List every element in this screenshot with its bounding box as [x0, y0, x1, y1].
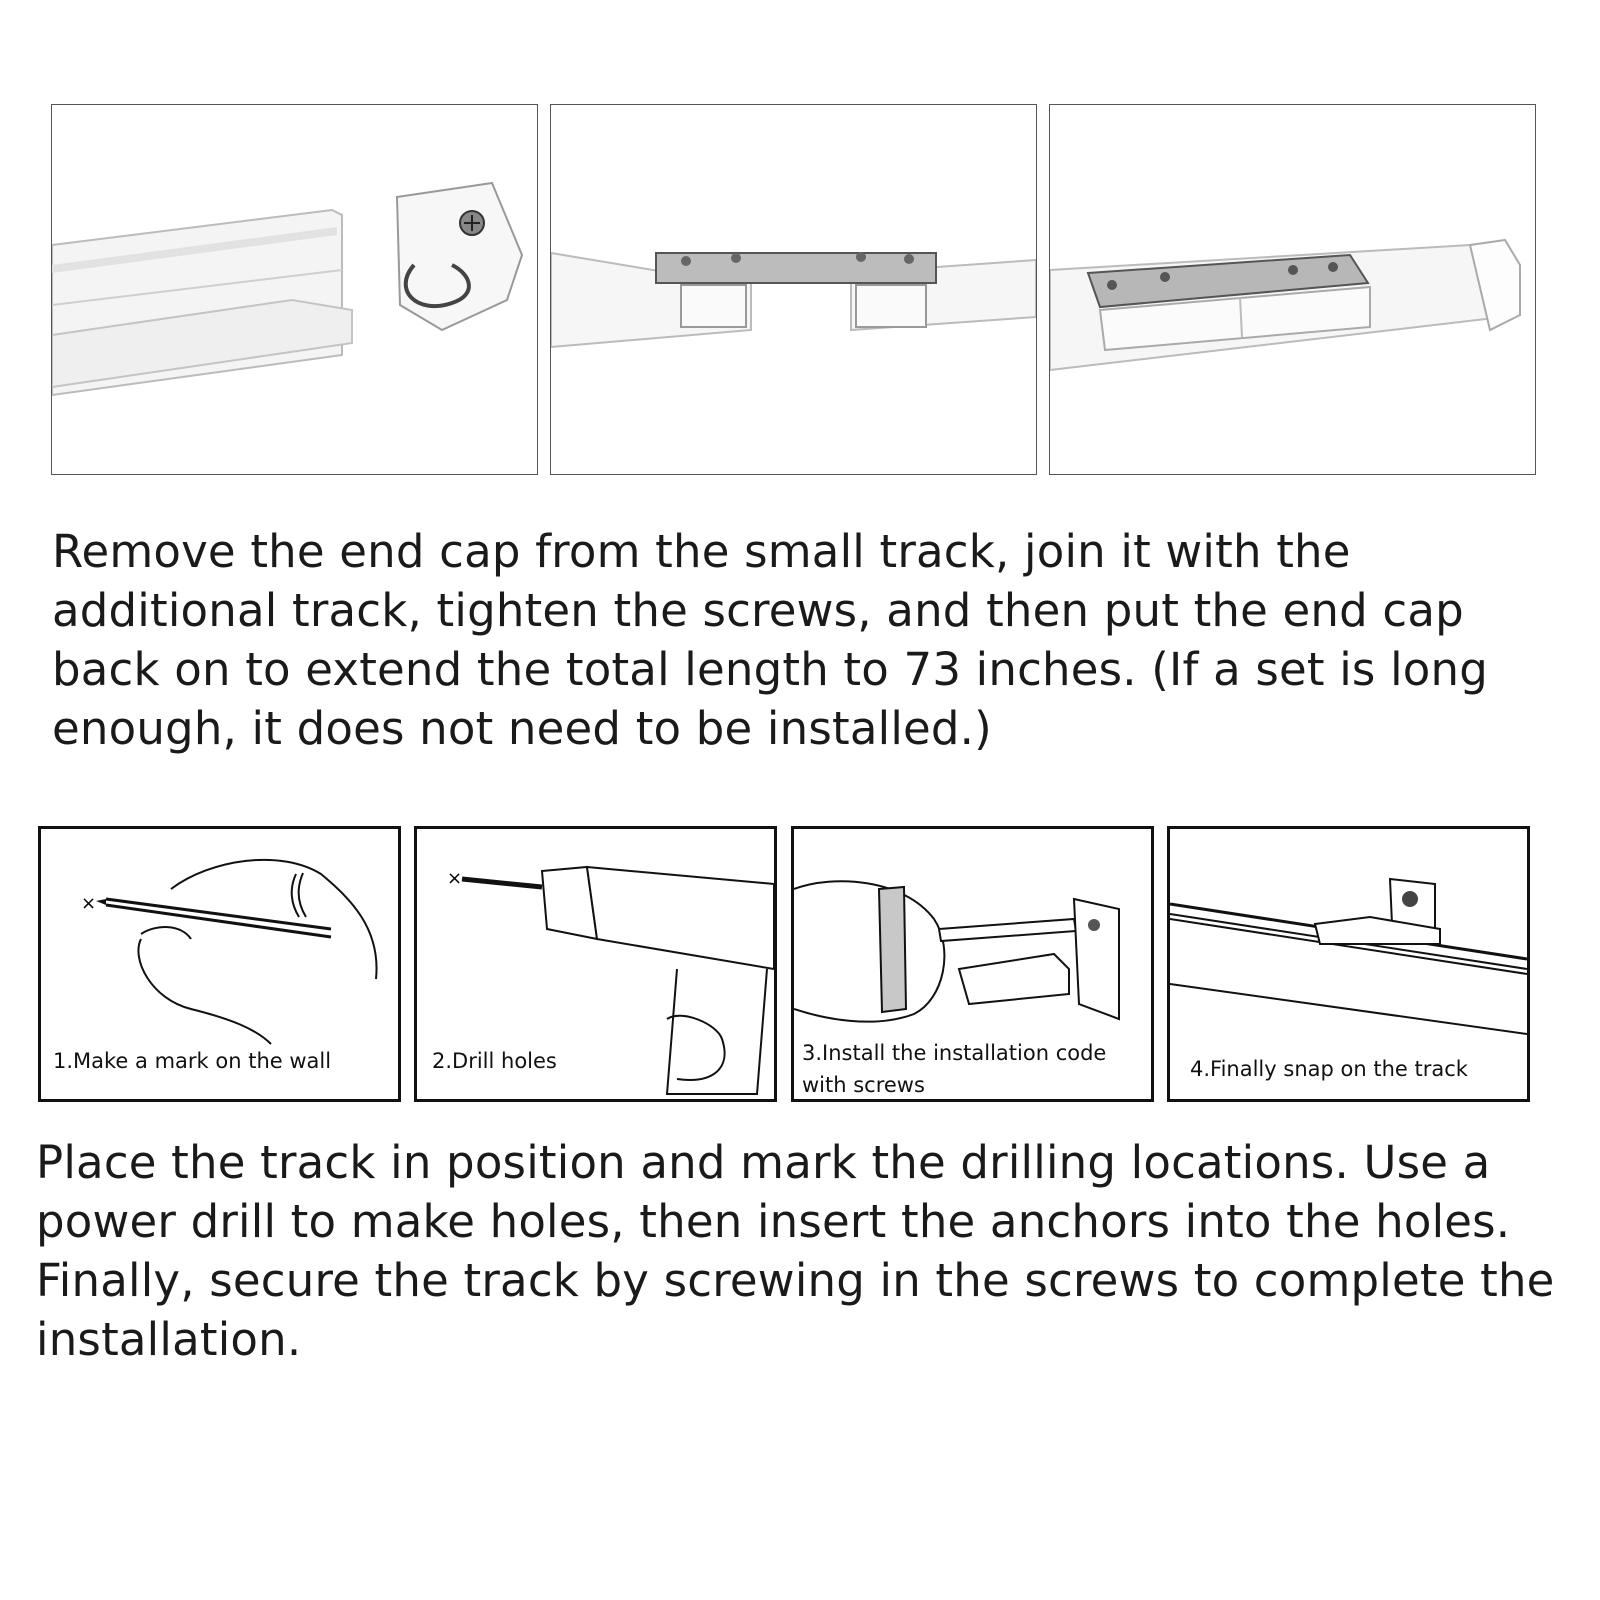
- photo-remove-end-cap: [51, 104, 538, 475]
- joined-track-illustration: [1050, 105, 1535, 474]
- step-2-label: 2.Drill holes: [432, 1049, 557, 1073]
- step-4-label: 4.Finally snap on the track: [1190, 1057, 1468, 1081]
- photo-tighten-screws: [1049, 104, 1536, 475]
- track-and-end-cap-illustration: [52, 105, 537, 474]
- end-cap-instructions: Remove the end cap from the small track, join it with the additional track, tighten the screws, and then put the end cap back on to extend the total length to 73 inches. (If a set is long enough, it does not need to be installed.): [52, 525, 1488, 755]
- step-2-panel: [414, 826, 777, 1102]
- step-3-panel: [791, 826, 1154, 1102]
- svg-text:×: ×: [447, 868, 463, 889]
- installation-instructions: Place the track in position and mark the drilling locations. Use a power drill to make holes, then insert the anchors into the holes. Finally, secure the track by screwing in the screws to complete the installation.: [36, 1136, 1555, 1366]
- step-3-label: 3.Install the installation code with screws: [802, 1037, 1142, 1101]
- step-4-panel: [1167, 826, 1530, 1102]
- step-1-panel: [38, 826, 401, 1102]
- photo-join-tracks: [550, 104, 1037, 475]
- svg-text:×: ×: [81, 893, 97, 914]
- tracks-with-joiner-illustration: [551, 105, 1036, 474]
- step-1-label: 1.Make a mark on the wall: [53, 1049, 332, 1073]
